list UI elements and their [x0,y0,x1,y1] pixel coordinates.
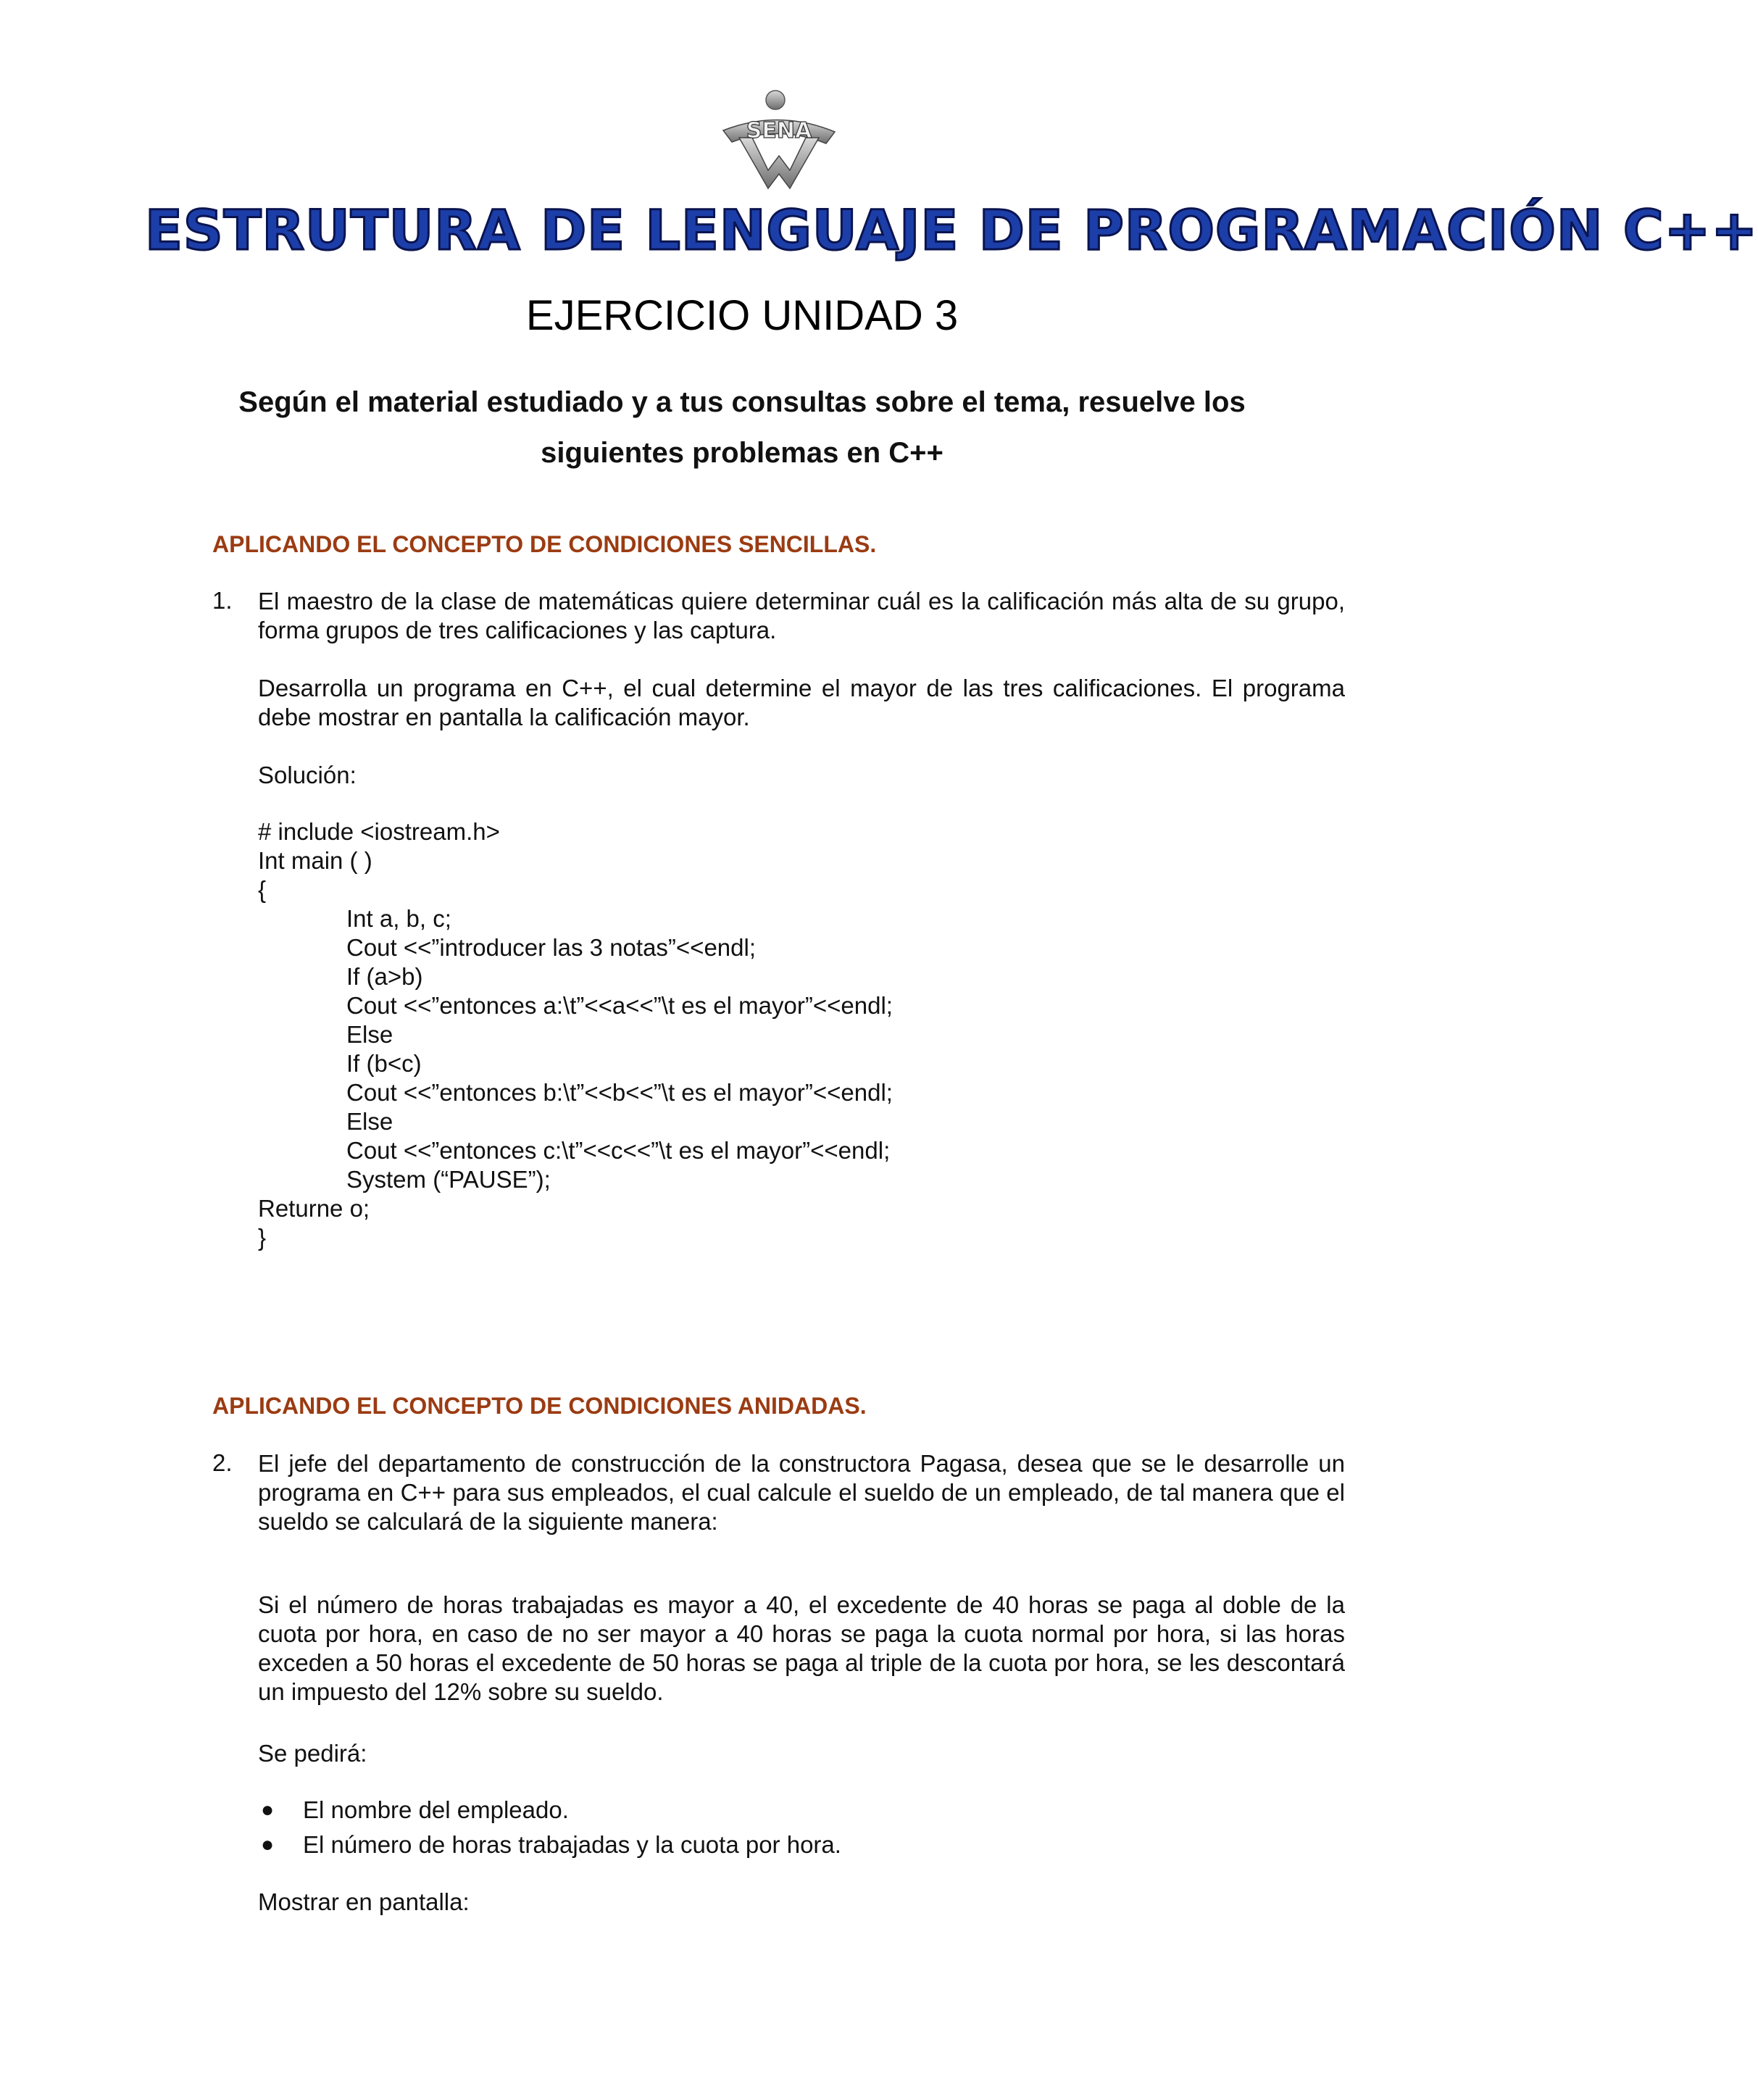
code-line: If (a>b) [346,963,423,990]
bullet-icon: ● [261,1798,275,1822]
banner-title: ESTRUTURA DE LENGUAJE DE PROGRAMACIÓN C++ [145,198,1758,262]
code-line: Else [346,1021,393,1048]
list-item: El nombre del empleado. [303,1796,569,1823]
code-line: Cout <<”entonces c:\t”<<c<<”\t es el mayor”<<endl; [346,1137,891,1164]
section1-heading: APLICANDO EL CONCEPTO DE CONDICIONES SENCILLAS. [212,531,877,557]
item2-number: 2. [212,1449,233,1476]
code-line: Cout <<”introducer las 3 notas”<<endl; [346,934,757,961]
code-line: } [258,1224,267,1251]
item1-paragraph2: Desarrolla un programa en C++, el cual determine el mayor de las tres calificaciones. El programa debe mostrar en pantalla la calificación mayor. [258,675,1345,730]
intro-text: Según el material estudiado y a tus consultas sobre el tema, resuelve los siguientes problemas en C++ [238,386,1246,469]
code-line: Cout <<”entonces a:\t”<<a<<”\t es el mayor”<<endl; [346,992,893,1019]
item1-number: 1. [212,587,233,614]
page-title: EJERCICIO UNIDAD 3 [525,292,959,339]
show-label: Mostrar en pantalla: [258,1888,470,1915]
code-line: Int main ( ) [258,847,372,874]
item1-paragraph1: El maestro de la clase de matemáticas quiere determinar cuál es la calificación más alta de su grupo, forma grupos de tres calificaciones y las captura. [258,588,1345,643]
code-line: { [258,876,267,903]
logo-text: SENA [746,118,812,143]
sena-logo [717,87,841,196]
code-line: If (b<c) [346,1050,422,1077]
code-line: Int a, b, c; [346,905,451,932]
bullet-icon: ● [261,1833,275,1857]
item2-paragraph1: El jefe del departamento de construcción de la constructora Pagasa, desea que se le desarrolle un programa en C++ para sus empleados, el cual calcule el sueldo de un empleado, de tal manera que el sueldo se calculará de la siguiente manera: [258,1450,1345,1535]
item2-paragraph2: Si el número de horas trabajadas es mayor a 40, el excedente de 40 horas se paga al doble de la cuota por hora, en caso de no ser mayor a 40 horas se paga la cuota normal por hora, si las horas exceden a 50 horas el excedente de 50 horas se paga al triple de la cuota por hora, se les descontará un impuesto del 12% sobre su sueldo. [258,1591,1345,1705]
code-line: System (“PAUSE”); [346,1166,551,1193]
list-item: El número de horas trabajadas y la cuota por hora. [303,1831,841,1858]
ask-label: Se pedirá: [258,1740,367,1767]
code-line: Cout <<”entonces b:\t”<<b<<”\t es el mayor”<<endl; [346,1079,893,1106]
code-line: Else [346,1108,393,1135]
section2-heading: APLICANDO EL CONCEPTO DE CONDICIONES ANIDADAS. [212,1393,867,1419]
solution-label: Solución: [258,762,357,788]
code-line: Returne o; [258,1195,370,1222]
code-line: # include <iostream.h> [258,818,500,845]
